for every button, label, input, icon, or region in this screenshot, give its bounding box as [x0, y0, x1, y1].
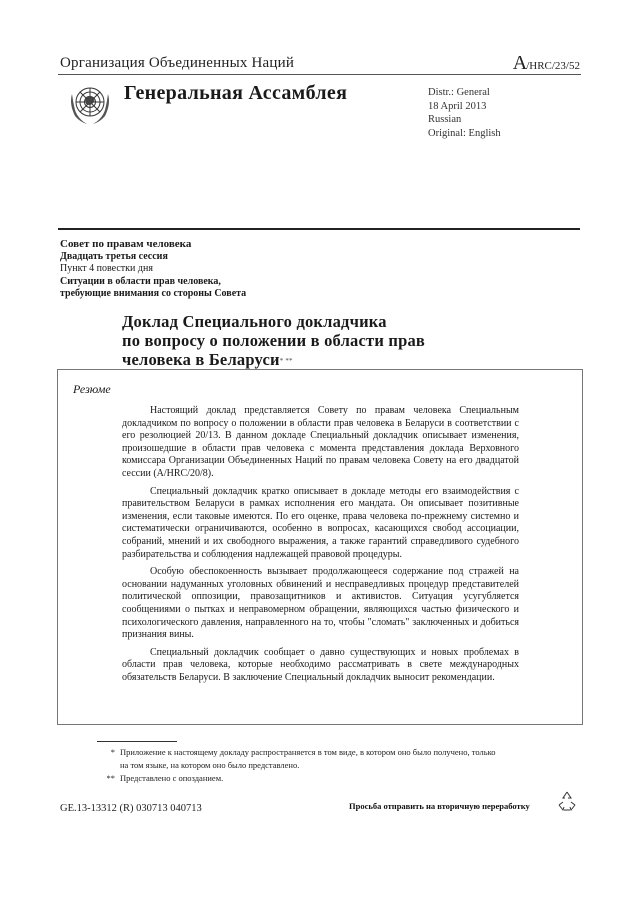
recycle-icon — [556, 790, 578, 812]
footnote-rule — [97, 741, 177, 742]
summary-paragraph: Специальный докладчик сообщает о давно существующих и новых проблемах в области прав человека, которые необходимо рассматривать в свете международных обязательств Беларуси. В заключение Специальный докладчик выносит рекомендации. — [122, 646, 519, 683]
report-title-line3: человека в Беларуси — [122, 350, 280, 369]
header-rule — [58, 74, 581, 75]
footnote-mark: ** — [106, 773, 115, 783]
report-title-line1: Доклад Специального докладчика — [122, 312, 387, 331]
footnote — [97, 772, 497, 785]
summary-paragraph: Особую обеспокоенность вызывает продолжающееся содержание под стражей на основании надуманных уголовных обвинений и несправедливых процедур представителей политической оппозиции, правозащитников и активистов. Ситуация усугубляется сообщениями о пытках и неправомерном обращении, являющихся частью физического и психологического давления, направленного на то, чтобы "сломать" заключенных и добиться признания вины. — [122, 566, 519, 641]
document-number: GE.13-13312 (R) 030713 040713 — [60, 803, 202, 814]
distribution-original: Original: English — [428, 127, 501, 139]
summary-text — [122, 405, 519, 689]
footnote-text: Представлено с опозданием. — [120, 773, 224, 783]
assembly-title: Генеральная Ассамблея — [124, 82, 348, 104]
footnote — [97, 746, 497, 772]
distribution-type: Distr.: General — [428, 87, 490, 98]
distribution-date: 18 April 2013 — [428, 100, 487, 112]
un-emblem-icon — [66, 80, 114, 128]
footnotes — [97, 746, 497, 785]
session-name: Двадцать третья сессия — [60, 250, 168, 262]
section-rule — [58, 228, 580, 230]
footnote-marks: * ** — [279, 357, 293, 365]
footnote-text: Приложение к настоящему докладу распространяется в том виде, в котором оно было получено, только на том языке, на котором оно было представлено. — [120, 747, 496, 770]
agenda-item: Пункт 4 повестки дня — [60, 263, 153, 274]
symbol-prefix: A — [512, 52, 527, 74]
distribution-language: Russian — [428, 114, 462, 125]
council-name: Совет по правам человека — [60, 238, 192, 250]
footnote-mark: * — [110, 747, 115, 757]
symbol-rest: /HRC/23/52 — [526, 60, 580, 72]
organization-name: Организация Объединенных Наций — [60, 55, 295, 71]
summary-paragraph: Специальный докладчик кратко описывает в докладе методы его взаимодействия с правительством Беларуси в рамках исполнения его мандата. Он описывает позитивные изменения, если таковые имеются. По его оценке, права человека по-прежнему системно и систематически ограничиваются, особенно в вопросах, касающихся свобод ассоциации, собраний, мнений и их свободного выражения, а также гарантий справедливого судебного разбирательства и соблюдения надлежащей правовой процедуры. — [122, 485, 519, 560]
session-info — [60, 238, 246, 301]
agenda-title-line2: требующие внимания со стороны Совета — [60, 288, 247, 299]
report-title — [122, 312, 425, 371]
report-title-line2: по вопросу о положении в области прав — [122, 331, 426, 350]
agenda-title-line1: Ситуации в области прав человека, — [60, 275, 221, 287]
summary-label: Резюме — [73, 382, 111, 396]
document-symbol — [513, 52, 580, 75]
summary-paragraph: Настоящий доклад представляется Совету по правам человека Специальным докладчиком по вопросу о положении в области прав человека в Беларуси в соответствии с его резолюцией 20/13. В данном докладе Специальный докладчик описывает изменения, произошедшие в области прав человека с момента представления доклада Верховного комиссара Организации Объединенных Наций по правам человека Совету на его двадцатой сессии (A/HRC/20/8). — [122, 405, 519, 479]
recycle-note: Просьба отправить на вторичную переработку — [349, 801, 530, 811]
distribution-block — [428, 86, 501, 140]
